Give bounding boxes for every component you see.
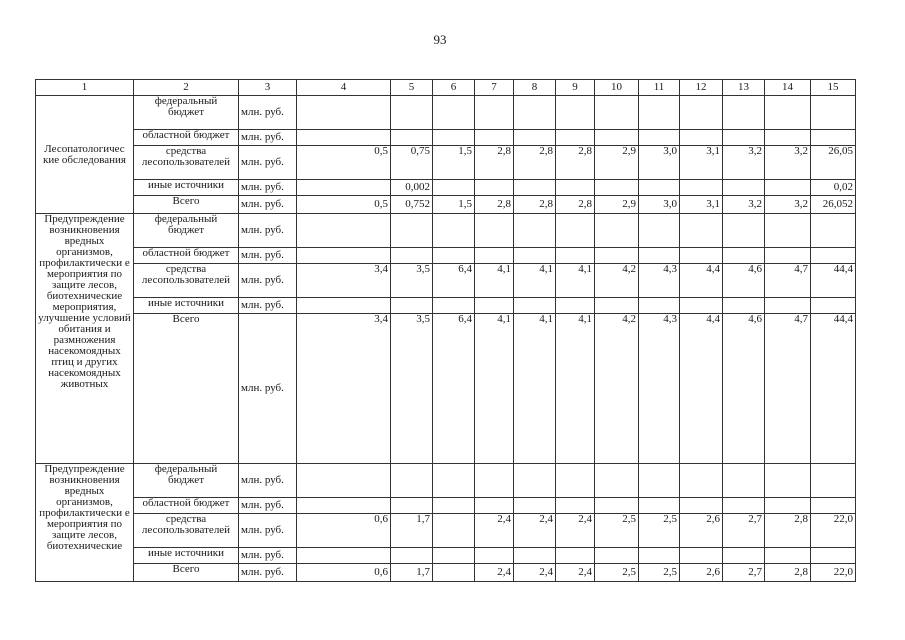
value-cell: 3,2 bbox=[765, 196, 811, 214]
value-cell: 2,8 bbox=[556, 146, 595, 180]
column-header: 7 bbox=[475, 80, 514, 96]
value-cell bbox=[475, 298, 514, 314]
value-cell: 2,8 bbox=[475, 196, 514, 214]
funding-source: областной бюджет bbox=[134, 248, 239, 264]
funding-source: областной бюджет bbox=[134, 498, 239, 514]
funding-source: средства лесопользователей bbox=[134, 264, 239, 298]
value-cell: 2,7 bbox=[723, 564, 765, 582]
column-header: 9 bbox=[556, 80, 595, 96]
value-cell: 1,7 bbox=[391, 564, 433, 582]
value-cell bbox=[765, 498, 811, 514]
unit-cell: млн. руб. bbox=[239, 146, 297, 180]
funding-source: иные источники bbox=[134, 298, 239, 314]
value-cell bbox=[680, 298, 723, 314]
funding-source: иные источники bbox=[134, 548, 239, 564]
value-cell bbox=[433, 248, 475, 264]
value-cell bbox=[433, 130, 475, 146]
page-number: 93 bbox=[433, 32, 447, 47]
value-cell: 0,6 bbox=[297, 564, 391, 582]
value-cell bbox=[391, 96, 433, 130]
value-cell bbox=[723, 548, 765, 564]
value-cell: 4,1 bbox=[475, 264, 514, 298]
value-cell: 3,4 bbox=[297, 314, 391, 464]
value-cell bbox=[811, 498, 856, 514]
column-header: 13 bbox=[723, 80, 765, 96]
value-cell bbox=[680, 464, 723, 498]
value-cell: 2,5 bbox=[639, 564, 680, 582]
column-header: 11 bbox=[639, 80, 680, 96]
value-cell: 3,1 bbox=[680, 146, 723, 180]
value-cell: 6,4 bbox=[433, 264, 475, 298]
column-header: 6 bbox=[433, 80, 475, 96]
unit-cell: млн. руб. bbox=[239, 96, 297, 130]
value-cell bbox=[680, 96, 723, 130]
value-cell bbox=[765, 298, 811, 314]
value-cell: 2,8 bbox=[514, 196, 556, 214]
value-cell bbox=[639, 498, 680, 514]
value-cell bbox=[765, 130, 811, 146]
value-cell bbox=[556, 130, 595, 146]
value-cell: 2,8 bbox=[556, 196, 595, 214]
unit-cell: млн. руб. bbox=[239, 464, 297, 498]
value-cell bbox=[556, 464, 595, 498]
funding-source: Всего bbox=[134, 196, 239, 214]
value-cell bbox=[765, 548, 811, 564]
value-cell bbox=[639, 248, 680, 264]
value-cell bbox=[723, 464, 765, 498]
value-cell bbox=[433, 498, 475, 514]
value-cell bbox=[391, 498, 433, 514]
value-cell bbox=[297, 130, 391, 146]
table-row bbox=[36, 564, 856, 582]
value-cell: 3,5 bbox=[391, 264, 433, 298]
value-cell bbox=[639, 464, 680, 498]
unit-cell: млн. руб. bbox=[239, 514, 297, 548]
value-cell: 3,0 bbox=[639, 146, 680, 180]
table-row bbox=[36, 180, 856, 196]
value-cell bbox=[556, 180, 595, 196]
column-header: 8 bbox=[514, 80, 556, 96]
value-cell: 4,6 bbox=[723, 264, 765, 298]
value-cell: 2,8 bbox=[765, 514, 811, 548]
value-cell bbox=[391, 298, 433, 314]
value-cell bbox=[433, 564, 475, 582]
value-cell bbox=[475, 96, 514, 130]
value-cell bbox=[433, 180, 475, 196]
value-cell bbox=[765, 464, 811, 498]
value-cell: 2,7 bbox=[723, 514, 765, 548]
column-header: 5 bbox=[391, 80, 433, 96]
unit-cell: млн. руб. bbox=[239, 196, 297, 214]
value-cell: 3,0 bbox=[639, 196, 680, 214]
value-cell bbox=[514, 214, 556, 248]
value-cell: 6,4 bbox=[433, 314, 475, 464]
table-row bbox=[36, 264, 856, 298]
unit-cell: млн. руб. bbox=[239, 214, 297, 248]
column-header: 3 bbox=[239, 80, 297, 96]
table-row bbox=[36, 514, 856, 548]
value-cell bbox=[475, 464, 514, 498]
value-cell bbox=[297, 498, 391, 514]
value-cell: 1,7 bbox=[391, 514, 433, 548]
column-header: 2 bbox=[134, 80, 239, 96]
value-cell bbox=[556, 96, 595, 130]
value-cell bbox=[297, 548, 391, 564]
table-row bbox=[36, 196, 856, 214]
value-cell bbox=[297, 180, 391, 196]
value-cell: 2,8 bbox=[765, 564, 811, 582]
value-cell bbox=[811, 214, 856, 248]
activity-name: Предупреждение возникновения вредных организмов, профилактически е мероприятия по защите лесов, биотехнические мероприятия, улучшение условий обитания и размножения насекомоядных птиц и других насекомоядных животных bbox=[36, 214, 134, 464]
value-cell bbox=[595, 498, 639, 514]
value-cell bbox=[475, 248, 514, 264]
value-cell: 4,1 bbox=[556, 314, 595, 464]
value-cell bbox=[514, 248, 556, 264]
value-cell bbox=[765, 96, 811, 130]
budget-table bbox=[35, 79, 856, 582]
value-cell: 4,1 bbox=[514, 314, 556, 464]
value-cell bbox=[514, 498, 556, 514]
funding-source: Всего bbox=[134, 564, 239, 582]
value-cell bbox=[391, 130, 433, 146]
unit-cell: млн. руб. bbox=[239, 548, 297, 564]
value-cell: 2,4 bbox=[475, 564, 514, 582]
funding-source: иные источники bbox=[134, 180, 239, 196]
header-row bbox=[36, 80, 856, 96]
value-cell bbox=[639, 298, 680, 314]
value-cell bbox=[595, 180, 639, 196]
value-cell: 44,4 bbox=[811, 314, 856, 464]
value-cell: 4,1 bbox=[514, 264, 556, 298]
value-cell bbox=[433, 464, 475, 498]
value-cell bbox=[639, 180, 680, 196]
value-cell bbox=[475, 180, 514, 196]
value-cell bbox=[475, 130, 514, 146]
value-cell: 2,4 bbox=[514, 514, 556, 548]
value-cell bbox=[297, 214, 391, 248]
value-cell bbox=[765, 214, 811, 248]
value-cell bbox=[680, 498, 723, 514]
value-cell bbox=[595, 248, 639, 264]
value-cell: 3,5 bbox=[391, 314, 433, 464]
unit-cell: млн. руб. bbox=[239, 248, 297, 264]
value-cell bbox=[391, 214, 433, 248]
value-cell bbox=[556, 498, 595, 514]
value-cell: 2,8 bbox=[514, 146, 556, 180]
table-row bbox=[36, 248, 856, 264]
value-cell: 4,1 bbox=[475, 314, 514, 464]
table-row bbox=[36, 314, 856, 464]
value-cell bbox=[723, 96, 765, 130]
value-cell: 4,6 bbox=[723, 314, 765, 464]
value-cell bbox=[765, 180, 811, 196]
value-cell bbox=[595, 96, 639, 130]
value-cell bbox=[391, 248, 433, 264]
funding-source: средства лесопользователей bbox=[134, 514, 239, 548]
table-row bbox=[36, 146, 856, 180]
value-cell: 4,7 bbox=[765, 264, 811, 298]
value-cell bbox=[475, 548, 514, 564]
value-cell bbox=[811, 548, 856, 564]
value-cell: 2,5 bbox=[595, 514, 639, 548]
value-cell: 2,8 bbox=[475, 146, 514, 180]
value-cell: 3,2 bbox=[765, 146, 811, 180]
value-cell bbox=[514, 96, 556, 130]
value-cell: 2,4 bbox=[556, 514, 595, 548]
value-cell: 0,75 bbox=[391, 146, 433, 180]
value-cell: 0,02 bbox=[811, 180, 856, 196]
value-cell bbox=[297, 464, 391, 498]
column-header: 14 bbox=[765, 80, 811, 96]
value-cell bbox=[514, 464, 556, 498]
table-row bbox=[36, 498, 856, 514]
value-cell: 4,2 bbox=[595, 314, 639, 464]
value-cell: 2,9 bbox=[595, 146, 639, 180]
value-cell bbox=[514, 180, 556, 196]
value-cell: 26,052 bbox=[811, 196, 856, 214]
value-cell bbox=[811, 298, 856, 314]
table-row bbox=[36, 548, 856, 564]
column-header: 1 bbox=[36, 80, 134, 96]
value-cell: 2,6 bbox=[680, 564, 723, 582]
value-cell bbox=[595, 214, 639, 248]
value-cell bbox=[556, 248, 595, 264]
value-cell bbox=[723, 214, 765, 248]
value-cell bbox=[723, 130, 765, 146]
value-cell: 22,0 bbox=[811, 514, 856, 548]
value-cell bbox=[391, 548, 433, 564]
unit-cell: млн. руб. bbox=[239, 564, 297, 582]
value-cell: 22,0 bbox=[811, 564, 856, 582]
funding-source: Всего bbox=[134, 314, 239, 464]
value-cell: 0,6 bbox=[297, 514, 391, 548]
value-cell bbox=[765, 248, 811, 264]
unit-cell: млн. руб. bbox=[239, 264, 297, 298]
value-cell: 0,5 bbox=[297, 196, 391, 214]
value-cell: 2,4 bbox=[556, 564, 595, 582]
value-cell bbox=[639, 548, 680, 564]
value-cell: 4,4 bbox=[680, 314, 723, 464]
value-cell bbox=[723, 180, 765, 196]
column-header: 4 bbox=[297, 80, 391, 96]
value-cell bbox=[723, 248, 765, 264]
value-cell bbox=[475, 498, 514, 514]
funding-source: федеральный бюджет bbox=[134, 214, 239, 248]
value-cell bbox=[811, 130, 856, 146]
value-cell bbox=[433, 214, 475, 248]
value-cell bbox=[433, 548, 475, 564]
unit-cell: млн. руб. bbox=[239, 180, 297, 196]
value-cell bbox=[811, 96, 856, 130]
unit-cell: млн. руб. bbox=[239, 298, 297, 314]
value-cell bbox=[514, 130, 556, 146]
activity-name: Лесопатологичес кие обследования bbox=[36, 96, 134, 214]
value-cell bbox=[811, 248, 856, 264]
value-cell bbox=[297, 248, 391, 264]
value-cell: 2,5 bbox=[639, 514, 680, 548]
value-cell bbox=[595, 298, 639, 314]
value-cell bbox=[723, 498, 765, 514]
value-cell bbox=[639, 214, 680, 248]
value-cell bbox=[639, 130, 680, 146]
column-header: 15 bbox=[811, 80, 856, 96]
value-cell: 2,4 bbox=[514, 564, 556, 582]
value-cell bbox=[514, 548, 556, 564]
value-cell bbox=[723, 298, 765, 314]
value-cell: 4,7 bbox=[765, 314, 811, 464]
value-cell: 2,4 bbox=[475, 514, 514, 548]
unit-cell: млн. руб. bbox=[239, 498, 297, 514]
value-cell bbox=[595, 548, 639, 564]
value-cell bbox=[433, 96, 475, 130]
value-cell bbox=[556, 548, 595, 564]
table-row bbox=[36, 298, 856, 314]
value-cell bbox=[680, 130, 723, 146]
funding-source: федеральный бюджет bbox=[134, 96, 239, 130]
funding-source: областной бюджет bbox=[134, 130, 239, 146]
unit-cell: млн. руб. bbox=[239, 130, 297, 146]
value-cell bbox=[391, 464, 433, 498]
value-cell bbox=[595, 130, 639, 146]
value-cell: 1,5 bbox=[433, 146, 475, 180]
unit-cell: млн. руб. bbox=[239, 314, 297, 464]
value-cell: 0,752 bbox=[391, 196, 433, 214]
value-cell bbox=[811, 464, 856, 498]
value-cell: 0,002 bbox=[391, 180, 433, 196]
table-row bbox=[36, 130, 856, 146]
value-cell: 4,4 bbox=[680, 264, 723, 298]
value-cell: 1,5 bbox=[433, 196, 475, 214]
value-cell bbox=[433, 298, 475, 314]
value-cell bbox=[297, 298, 391, 314]
value-cell: 4,3 bbox=[639, 264, 680, 298]
funding-source: средства лесопользователей bbox=[134, 146, 239, 180]
table-row bbox=[36, 464, 856, 498]
value-cell bbox=[680, 180, 723, 196]
column-header: 10 bbox=[595, 80, 639, 96]
value-cell: 3,4 bbox=[297, 264, 391, 298]
value-cell bbox=[297, 96, 391, 130]
value-cell: 44,4 bbox=[811, 264, 856, 298]
value-cell bbox=[475, 214, 514, 248]
value-cell bbox=[556, 298, 595, 314]
value-cell bbox=[680, 214, 723, 248]
value-cell bbox=[514, 298, 556, 314]
value-cell: 3,2 bbox=[723, 146, 765, 180]
value-cell: 4,1 bbox=[556, 264, 595, 298]
value-cell bbox=[680, 248, 723, 264]
value-cell bbox=[639, 96, 680, 130]
value-cell bbox=[433, 514, 475, 548]
table-row bbox=[36, 214, 856, 248]
value-cell: 2,9 bbox=[595, 196, 639, 214]
value-cell: 2,6 bbox=[680, 514, 723, 548]
value-cell bbox=[595, 464, 639, 498]
value-cell: 2,5 bbox=[595, 564, 639, 582]
value-cell bbox=[680, 548, 723, 564]
value-cell: 4,2 bbox=[595, 264, 639, 298]
value-cell: 3,2 bbox=[723, 196, 765, 214]
funding-source: федеральный бюджет bbox=[134, 464, 239, 498]
activity-name: Предупреждение возникновения вредных организмов, профилактически е мероприятия по защите лесов, биотехнические bbox=[36, 464, 134, 582]
value-cell: 0,5 bbox=[297, 146, 391, 180]
value-cell: 3,1 bbox=[680, 196, 723, 214]
table-row bbox=[36, 96, 856, 130]
value-cell: 26,05 bbox=[811, 146, 856, 180]
column-header: 12 bbox=[680, 80, 723, 96]
value-cell: 4,3 bbox=[639, 314, 680, 464]
value-cell bbox=[556, 214, 595, 248]
